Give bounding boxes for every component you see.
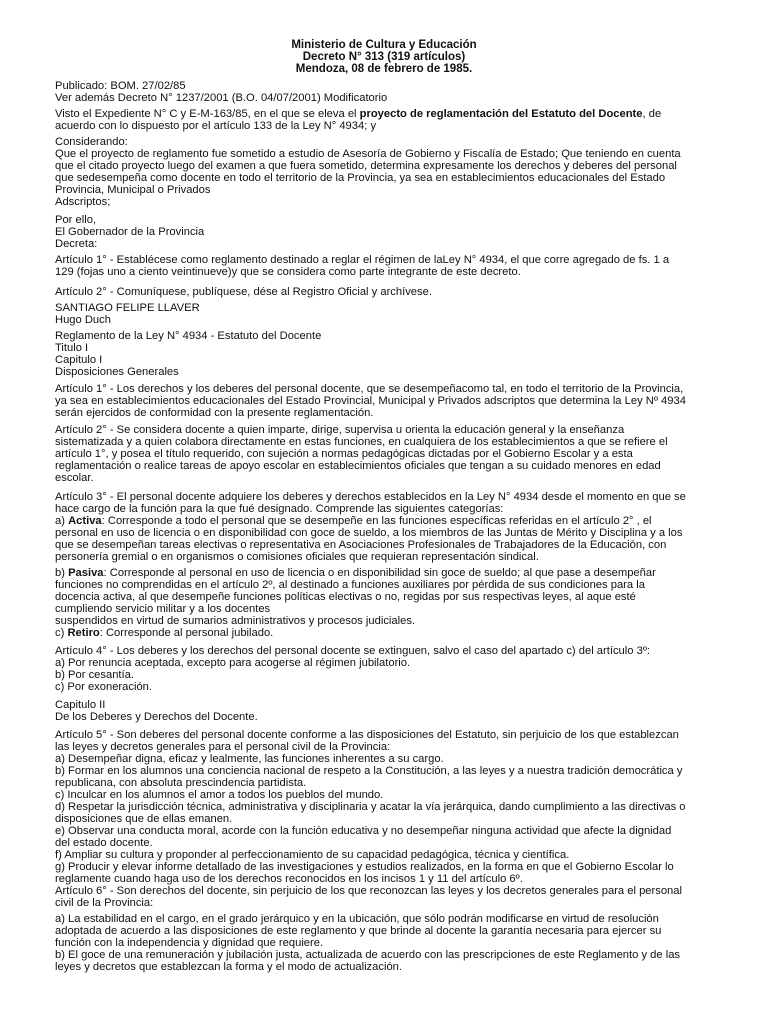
text-line: c) Por exoneración. xyxy=(55,681,153,693)
text-line: acuerdo con lo dispuesto por el artículo 133 de la Ley N° 4934; y xyxy=(55,120,377,132)
line-lead: c) xyxy=(55,627,68,639)
text-line: republicana, con absoluta prescindencia partidista. xyxy=(55,777,307,789)
ministry-title: Ministerio de Cultura y Educación xyxy=(291,39,477,51)
text-line: sistematizada y a quien colabora directamente en estas funciones, en cualquiera de los establecimientos a que se refiere el xyxy=(55,436,668,448)
text-line: que sedesempeña como docente en todo el territorio de la Provincia, ya sea en establecimientos educacionales del Estado xyxy=(55,172,666,184)
text-line: a) La estabilidad en el cargo, en el grado jerárquico y en la ubicación, que sólo podrán modificarse en virtud de resolución xyxy=(55,913,659,925)
text-line: Artículo 3° - El personal docente adquiere los deberes y derechos establecidos en la Ley N° 4934 desde el momento en que se xyxy=(55,491,686,503)
text-line: leyes y decretos que establezcan la forma y el modo de actualización. xyxy=(55,961,403,973)
line-tail: : Corresponde al personal jubilado. xyxy=(99,627,274,639)
line-tail: : Corresponde al personal en uso de licencia o en disponibilidad sin goce de sueldo; al que pase a desempeñar xyxy=(103,567,656,579)
text-line: b) El goce de una remuneración y jubilación justa, actualizada de acuerdo con las prescripciones de este Reglamento y de las xyxy=(55,949,681,961)
text-line: g) Producir y elevar informe detallado de las investigaciones y estudios realizados, en la forma en que el Gobierno Escolar lo xyxy=(55,861,674,873)
text-line: escolar. xyxy=(55,472,94,484)
line-lead: Visto el Expediente N° C y E-M-163/85, en el que se eleva el xyxy=(55,108,360,120)
text-line: disposiciones que de ellas emanen. xyxy=(55,813,233,825)
text-line: Capitulo I xyxy=(55,354,103,366)
text-line: las leyes y decretos generales para el personal civil de la Provincia: xyxy=(55,741,391,753)
text-line: personal en uso de licencia o en disponibilidad con goce de sueldo, a los miembros de las Juntas de Mérito y Disciplina y a los xyxy=(55,527,683,539)
text-line: cumpliendo servicio militar y a los docentes xyxy=(55,603,271,615)
text-line: Capitulo II xyxy=(55,699,106,711)
text-line: Artículo 5° - Son deberes del personal docente conforme a las disposiciones del Estatuto, sin perjuicio de los que establezcan xyxy=(55,729,679,741)
text-line: Ver además Decreto N° 1237/2001 (B.O. 04/07/2001) Modificatorio xyxy=(55,92,388,104)
text-line: Decreta: xyxy=(55,238,98,250)
text-line: Artículo 1° - Establécese como reglamento destinado a reglar el régimen de laLey N° 4934, el que corre agregado de fs. 1 a xyxy=(55,254,670,266)
text-line xyxy=(55,567,656,579)
bold-term: proyecto de reglamentación del Estatuto del Docente xyxy=(359,108,643,120)
text-line: Artículo 2° - Se considera docente a quien imparte, dirige, supervisa u orienta la educación general y la enseñanza xyxy=(55,424,625,436)
text-line: hace cargo de la función para la que fué designado. Comprende las siguientes categorías: xyxy=(55,503,504,515)
text-line: docencia activa, al que desempeñe funciones políticas electivas o no, regidas por sus respectivas leyes, al aque esté xyxy=(55,591,636,603)
line-lead: a) xyxy=(55,515,69,527)
text-line: a) Desempeñar digna, eficaz y lealmente, las funciones inherentes a su cargo. xyxy=(55,753,444,765)
bold-term: Pasiva xyxy=(68,567,104,579)
text-line: funciones no comprendidas en el artículo 2º, al destinado a funciones auxiliares por pérdida de sus condiciones para la xyxy=(55,579,645,591)
text-line: a) Por renuncia aceptada, excepto para acogerse al régimen jubilatorio. xyxy=(55,657,411,669)
text-line: Artículo 6° - Son derechos del docente, sin perjuicio de los que reconozcan las leyes y los decretos generales para el personal xyxy=(55,885,682,897)
line-tail: : Corresponde a todo el personal que se desempeñe en las funciones específicas referidas en el artículo 2° , el xyxy=(101,515,652,527)
text-line: c) Inculcar en los alumnos el amor a todos los pueblos del mundo. xyxy=(55,789,384,801)
text-line: serán ejercidos de conformidad con la presente reglamentación. xyxy=(55,407,374,419)
text-line: El Gobernador de la Provincia xyxy=(55,226,205,238)
text-line: Artículo 4° - Los deberes y los derechos del personal docente se extinguen, salvo el caso del apartado c) del artículo 3º: xyxy=(55,645,651,657)
text-line: e) Observar una conducta moral, acorde con la función educativa y no desempeñar ninguna actividad que afecte la dignidad xyxy=(55,825,672,837)
text-line: reglamente cuando haga uso de los derechos reconocidos en los incisos 1 y 11 del artículo 6º. xyxy=(55,873,523,885)
text-line: que el citado proyecto luego del examen a que fuera sometido, determina expresamente los derechos y deberes del personal xyxy=(55,160,677,172)
line-tail: , de xyxy=(642,108,662,120)
bold-term: Activa xyxy=(68,515,102,527)
text-line: d) Respetar la jurisdicción técnica, administrativa y disciplinaria y acatar la vía jerárquica, dando cumplimiento a las directivas o xyxy=(55,801,686,813)
text-line: personería gremial o en organismos o comisiones oficiales que requieran representación sindical. xyxy=(55,551,539,563)
text-line: Reglamento de la Ley N° 4934 - Estatuto del Docente xyxy=(55,330,322,342)
text-line: b) Por cesantía. xyxy=(55,669,134,681)
bold-term: Retiro xyxy=(67,627,100,639)
text-line: función con la independencia y dignidad que requiere. xyxy=(55,937,324,949)
text-line: civil de la Provincia: xyxy=(55,897,154,909)
text-line: ya sea en establecimientos educacionales del Estado Provincial, Municipal y Privados adscriptos que determina la Ley Nº 4934 xyxy=(55,395,686,407)
text-line: suspendidos en virtud de sumarios administrativos y procesos judiciales. xyxy=(55,615,416,627)
line-lead: b) xyxy=(55,567,69,579)
text-line: SANTIAGO FELIPE LLAVER xyxy=(55,302,200,314)
text-line: del estado docente. xyxy=(55,837,153,849)
text-line: Por ello, xyxy=(55,214,97,226)
decree-date: Mendoza, 08 de febrero de 1985. xyxy=(295,63,473,75)
text-line: Titulo I xyxy=(55,342,89,354)
decree-number: Decreto N° 313 (319 artículos) xyxy=(302,51,466,63)
text-line: b) Formar en los alumnos una conciencia nacional de respeto a la Constitución, a las leyes y a nuestra tradición democrática y xyxy=(55,765,683,777)
text-line: que se desempeñan tareas electivas o representativa en Asociaciones Profesionales de Trabajadores de la Educación, con xyxy=(55,539,667,551)
text-line: Publicado: BOM. 27/02/85 xyxy=(55,80,186,92)
text-line xyxy=(55,108,661,120)
text-line: 129 (fojas uno a ciento veintinueve)y que se considera como parte integrante de este decreto. xyxy=(55,266,521,278)
text-line: artículo 1°, y posea el título requerido, con sujeción a normas pedagógicas dictadas por el Gobierno Escolar y a esta xyxy=(55,448,633,460)
text-line: Adscriptos; xyxy=(55,196,111,208)
text-line: adoptada de acuerdo a las disposiciones de este reglamento y que brinde al docente la garantía necesaria para ejercer su xyxy=(55,925,662,937)
text-line: Que el proyecto de reglamento fue sometido a estudio de Asesoría de Gobierno y Fiscalía de Estado; Que teniendo en cuenta xyxy=(55,148,681,160)
text-line: Considerando: xyxy=(55,136,128,148)
text-line: Artículo 2° - Comuníquese, publíquese, dése al Registro Oficial y archívese. xyxy=(55,286,432,298)
text-line xyxy=(55,627,273,639)
text-line: Hugo Duch xyxy=(55,314,111,326)
text-line: Provincia, Municipal o Privados xyxy=(55,184,211,196)
text-line: reglamentación o realice tareas de apoyo escolar en establecimientos oficiales que tengan a su cuidado menores en edad xyxy=(55,460,661,472)
text-line: Artículo 1° - Los derechos y los deberes del personal docente, que se desempeñacomo tal, en todo el territorio de la Provincia, xyxy=(55,383,684,395)
text-line: Disposiciones Generales xyxy=(55,366,179,378)
text-line: De los Deberes y Derechos del Docente. xyxy=(55,711,258,723)
text-line xyxy=(55,515,652,527)
text-line: f) Ampliar su cultura y proponder al perfeccionamiento de su capacidad pedagógica, técnica y científica. xyxy=(55,849,570,861)
